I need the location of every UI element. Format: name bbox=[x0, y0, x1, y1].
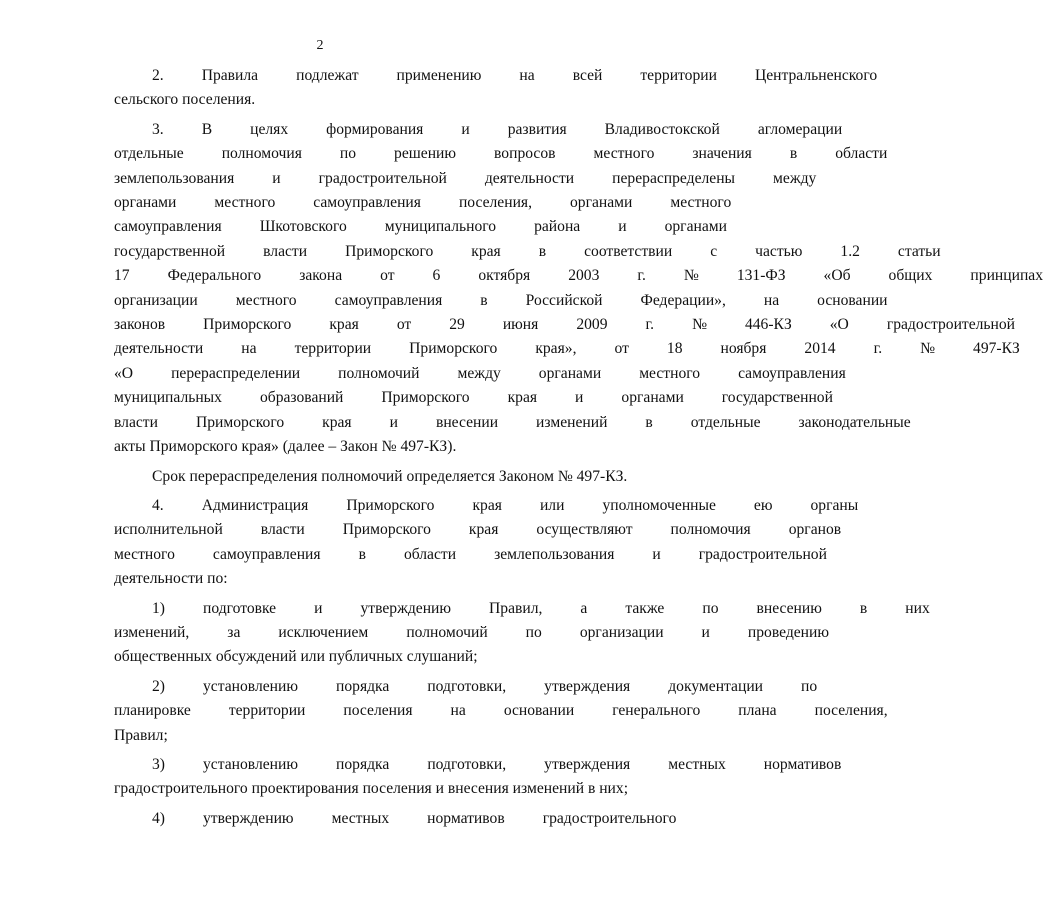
text-line: сельского поселения. bbox=[114, 91, 256, 109]
text-line: местного самоуправления в области землепользования и градостроительной bbox=[114, 545, 827, 563]
page-number: 2 bbox=[316, 38, 324, 53]
text-line: изменений, за исключением полномочий по организации и проведению bbox=[114, 623, 830, 641]
text-line: 2) установлению порядка подготовки, утверждения документации по bbox=[152, 677, 818, 695]
text-line: 4) утверждению местных нормативов градостроительного bbox=[152, 809, 677, 827]
text-line: исполнительной власти Приморского края осуществляют полномочия органов bbox=[114, 521, 842, 539]
document-body bbox=[76, 64, 1043, 831]
text-line: деятельности по: bbox=[114, 570, 228, 588]
text-line: организации местного самоуправления в Российской Федерации», на основании bbox=[114, 291, 888, 309]
text-line: самоуправления Шкотовского муниципального района и органами bbox=[114, 218, 727, 236]
paragraph-p4 bbox=[76, 494, 859, 592]
text-line: общественных обсуждений или публичных слушаний; bbox=[114, 648, 478, 666]
text-line: «О перераспределении полномочий между органами местного самоуправления bbox=[114, 364, 846, 382]
paragraph-p4-3 bbox=[76, 753, 842, 802]
paragraph-p-term bbox=[76, 465, 628, 489]
text-line: власти Приморского края и внесении изменений в отдельные законодательные bbox=[114, 413, 911, 431]
text-line: землепользования и градостроительной деятельности перераспределены между bbox=[114, 169, 817, 187]
text-line: 3. В целях формирования и развития Владивостокской агломерации bbox=[152, 120, 843, 138]
text-line: акты Приморского края» (далее – Закон № 497-КЗ). bbox=[114, 438, 457, 456]
paragraph-p4-1 bbox=[76, 597, 930, 670]
text-line: 17 Федерального закона от 6 октября 2003 г. № 131-ФЗ «Об общих принципах bbox=[114, 267, 1043, 285]
text-line: органами местного самоуправления поселения, органами местного bbox=[114, 194, 732, 212]
paragraph-p4-4 bbox=[76, 807, 677, 831]
text-line: государственной власти Приморского края в соответствии с частью 1.2 статьи bbox=[114, 242, 941, 260]
text-line: деятельности на территории Приморского края», от 18 ноября 2014 г. № 497-КЗ bbox=[114, 340, 1020, 358]
text-line: 3) установлению порядка подготовки, утверждения местных нормативов bbox=[152, 755, 842, 773]
paragraph-p4-2 bbox=[76, 675, 888, 748]
text-line: Срок перераспределения полномочий определяется Законом № 497-КЗ. bbox=[152, 467, 628, 485]
text-line: 1) подготовке и утверждению Правил, а также по внесению в них bbox=[152, 599, 930, 617]
text-line: 2. Правила подлежат применению на всей территории Центральненского bbox=[152, 67, 878, 84]
paragraph-p2 bbox=[76, 64, 878, 113]
text-line: отдельные полномочия по решению вопросов местного значения в области bbox=[114, 145, 888, 163]
text-line: 4. Администрация Приморского края или уполномоченные ею органы bbox=[152, 496, 859, 514]
text-line: градостроительного проектирования поселения и внесения изменений в них; bbox=[114, 780, 629, 798]
text-line: муниципальных образований Приморского края и органами государственной bbox=[114, 389, 833, 407]
text-line: законов Приморского края от 29 июня 2009 г. № 446-КЗ «О градостроительной bbox=[114, 316, 1016, 334]
paragraph-p3 bbox=[76, 118, 1043, 460]
text-line: Правил; bbox=[114, 726, 168, 744]
text-line: планировке территории поселения на основании генерального плана поселения, bbox=[114, 702, 888, 720]
